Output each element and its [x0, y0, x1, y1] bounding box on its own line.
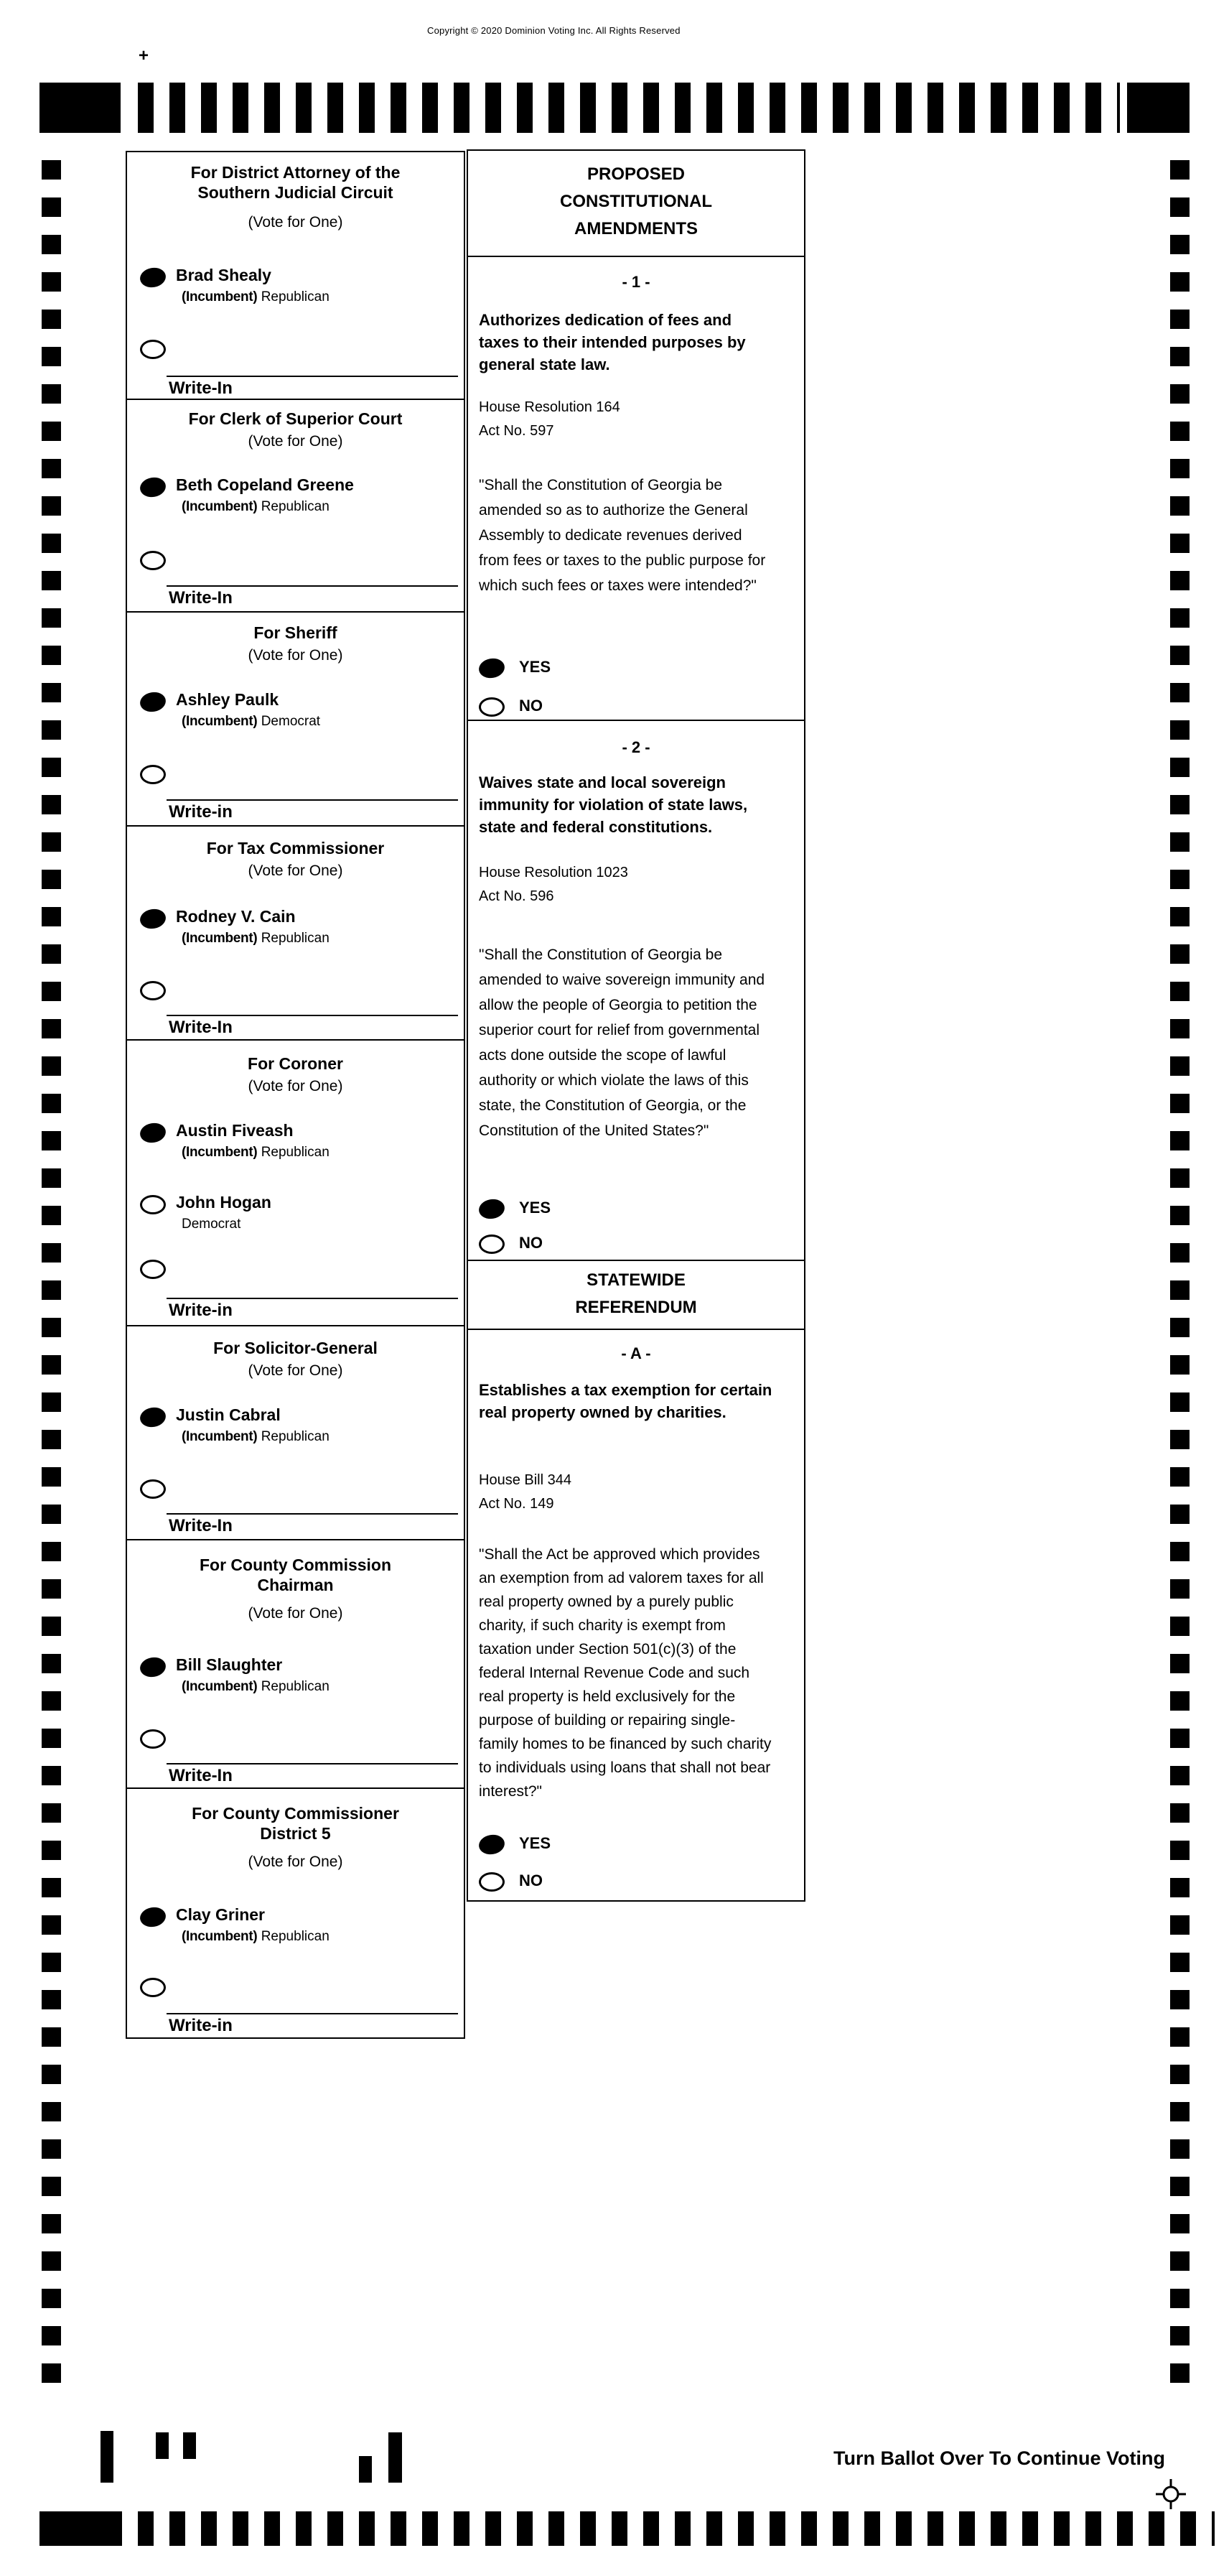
candidate-row [140, 1655, 330, 1695]
contest-title: For County Commissioner District 5 [192, 1804, 399, 1843]
no-label: NO [519, 697, 543, 715]
contest-county-commission-chairman [126, 1539, 465, 1789]
referendum-a [467, 1329, 805, 1902]
candidate-name: John Hogan [176, 1193, 271, 1212]
yes-row [479, 1197, 551, 1219]
contest-title: For Coroner [248, 1054, 343, 1073]
vote-oval-filled[interactable] [139, 1121, 167, 1145]
timing-marks-right-column [1170, 160, 1190, 2386]
vote-oval-filled[interactable] [139, 690, 167, 714]
candidate-name: Justin Cabral [176, 1405, 281, 1424]
candidate-party: (Incumbent) Republican [182, 1145, 330, 1160]
vote-oval-empty[interactable] [140, 551, 166, 570]
registration-crosshair-mark [1154, 2478, 1187, 2511]
measure-question: "Shall the Act be approved which provides an exemption from ad valorem taxes for all real property owned by a purely public charity, if such charity is exempt from taxation under Section 501(c)(3) of the federal Internal Revenue Code and such real property is held exclusively for the purpose of building or repairing single-family homes to be financed by such charity to individuals using loans that shall not bear interest?" [479, 1546, 772, 1800]
candidate-name: Beth Copeland Greene [176, 475, 354, 494]
vote-for-instruction: (Vote for One) [248, 214, 343, 231]
contest-title: For County Commission Chairman [199, 1556, 392, 1594]
vote-oval-empty[interactable] [140, 1195, 166, 1214]
candidate-party: (Incumbent) Republican [182, 1679, 330, 1694]
writein-line[interactable] [167, 2013, 458, 2014]
writein-label: Write-in [169, 2016, 233, 2035]
vote-oval-empty[interactable] [140, 1729, 166, 1749]
contests-column [126, 151, 465, 2039]
candidate-party: (Incumbent) Republican [182, 931, 330, 946]
vote-oval-empty[interactable] [140, 340, 166, 359]
candidate-row [140, 1405, 330, 1445]
writein-label: Write-In [169, 1516, 233, 1535]
measure-question: "Shall the Constitution of Georgia be amended so as to authorize the General Assembly to dedicate revenues derived from fees or taxes to the public purpose for which such fees or taxes were intended?" [479, 477, 766, 594]
yes-label: YES [519, 658, 551, 676]
candidate-party: (Incumbent) Republican [182, 499, 330, 514]
no-label: NO [519, 1871, 543, 1889]
writein-label: Write-In [169, 378, 233, 398]
vote-for-instruction: (Vote for One) [248, 1078, 343, 1094]
writein-option-row [140, 1257, 166, 1279]
amendment-2 [467, 720, 805, 1261]
measure-resolution: House Resolution 1023 [479, 865, 628, 880]
candidate-row [140, 1193, 271, 1232]
vote-oval-filled[interactable] [139, 266, 167, 289]
writein-line[interactable] [167, 1015, 458, 1016]
yes-label: YES [519, 1199, 551, 1217]
turn-ballot-over-text: Turn Ballot Over To Continue Voting [833, 2447, 1165, 2469]
candidate-name: Bill Slaughter [176, 1655, 283, 1674]
proposed-constitutional-amendments-header [467, 149, 805, 257]
barcode-bar [101, 2431, 113, 2483]
measure-act-number: Act No. 149 [479, 1496, 554, 1512]
contest-title: For Tax Commissioner [206, 839, 385, 857]
writein-line[interactable] [167, 1763, 458, 1764]
writein-line[interactable] [167, 1513, 458, 1515]
measure-summary: Establishes a tax exemption for certain real property owned by charities. [479, 1381, 772, 1421]
vote-oval-filled[interactable] [139, 1405, 167, 1429]
vote-for-instruction: (Vote for One) [248, 862, 343, 879]
no-label: NO [519, 1234, 543, 1252]
no-row [479, 1870, 543, 1892]
writein-label: Write-In [169, 1018, 233, 1037]
candidate-name: Austin Fiveash [176, 1121, 294, 1140]
candidate-name: Clay Griner [176, 1905, 265, 1924]
contest-coroner [126, 1039, 465, 1326]
writein-option-row [140, 763, 166, 784]
writein-label: Write-In [169, 588, 233, 608]
writein-label: Write-in [169, 802, 233, 822]
no-row [479, 1232, 543, 1254]
vote-oval-filled[interactable] [139, 1905, 167, 1929]
measure-resolution: House Resolution 164 [479, 399, 620, 415]
section-header: PROPOSED CONSTITUTIONAL AMENDMENTS [560, 164, 712, 238]
contest-title: For District Attorney of the Southern Judicial Circuit [190, 163, 401, 202]
candidate-party: Democrat [182, 1217, 241, 1232]
barcode-bar [359, 2456, 372, 2483]
barcode-number-label: 20 [390, 2440, 402, 2452]
vote-oval-empty[interactable] [140, 1260, 166, 1279]
measure-number: - A - [621, 1344, 651, 1362]
statewide-referendum-header [467, 1260, 805, 1330]
yes-row [479, 1833, 551, 1854]
yes-row [479, 656, 551, 678]
vote-for-instruction: (Vote for One) [248, 1605, 343, 1622]
section-header: STATEWIDE REFERENDUM [575, 1270, 697, 1317]
writein-option-row [140, 338, 166, 359]
vote-for-instruction: (Vote for One) [248, 1854, 343, 1870]
candidate-party: (Incumbent) Republican [182, 289, 330, 304]
writein-line[interactable] [167, 585, 458, 587]
vote-for-instruction: (Vote for One) [248, 433, 343, 450]
measures-column [467, 149, 805, 1902]
timing-block-top-right [1127, 83, 1190, 133]
vote-oval-empty[interactable] [140, 981, 166, 1000]
candidate-row [140, 907, 330, 947]
timing-block-bottom-left [39, 2511, 122, 2546]
contest-title: For Solicitor-General [213, 1339, 378, 1357]
measure-act-number: Act No. 597 [479, 423, 554, 439]
measure-act-number: Act No. 596 [479, 888, 554, 904]
measure-question: "Shall the Constitution of Georgia be amended to waive sovereign immunity and allow the people of Georgia to petition the superior court for relief from governmental acts done outside the scope of lawful authority or which violate the laws of this state, the Constitution of Georgia, or the Constitution of the United States?" [479, 947, 765, 1139]
vote-oval-filled[interactable] [477, 656, 506, 680]
copyright-text: Copyright © 2020 Dominion Voting Inc. All Rights Reserved [427, 25, 681, 36]
candidate-row [140, 1121, 330, 1161]
vote-oval-empty[interactable] [140, 1978, 166, 1997]
writein-option-row [140, 1477, 166, 1499]
contest-clerk-superior-court [126, 399, 465, 613]
timing-marks-left-column [42, 160, 61, 2386]
contest-title: For Sheriff [253, 623, 337, 642]
yes-label: YES [519, 1834, 551, 1852]
contest-tax-commissioner [126, 825, 465, 1041]
measure-bill: House Bill 344 [479, 1472, 571, 1488]
candidate-row [140, 690, 320, 730]
writein-label: Write-in [169, 1301, 233, 1320]
measure-number: - 2 - [622, 738, 650, 756]
vote-oval-filled[interactable] [139, 475, 167, 499]
contest-sheriff [126, 611, 465, 827]
candidate-name: Brad Shealy [176, 266, 271, 284]
writein-option-row [140, 979, 166, 1000]
vote-for-instruction: (Vote for One) [248, 1362, 343, 1379]
vote-for-instruction: (Vote for One) [248, 647, 343, 664]
candidate-row [140, 1905, 330, 1945]
candidate-name: Rodney V. Cain [176, 907, 296, 926]
writein-line[interactable] [167, 1298, 458, 1299]
vote-oval-filled[interactable] [139, 1655, 167, 1679]
vote-oval-empty[interactable] [479, 697, 505, 717]
candidate-party: (Incumbent) Democrat [182, 714, 321, 729]
measure-number: - 1 - [622, 273, 650, 291]
amendment-1 [467, 256, 805, 721]
vote-oval-filled[interactable] [139, 907, 167, 931]
writein-line[interactable] [167, 376, 458, 377]
timing-marks-top-row [138, 83, 1120, 133]
contest-county-commissioner-district-5 [126, 1787, 465, 2039]
vote-oval-empty[interactable] [479, 1234, 505, 1254]
contest-title: For Clerk of Superior Court [188, 409, 403, 428]
measure-summary: Authorizes dedication of fees and taxes to their intended purposes by general state law. [479, 311, 746, 373]
no-row [479, 695, 543, 717]
candidate-party: (Incumbent) Republican [182, 1929, 330, 1944]
candidate-name: Ashley Paulk [176, 690, 279, 709]
candidate-row [140, 266, 330, 305]
barcode-bar [183, 2432, 196, 2459]
vote-oval-empty[interactable] [140, 1479, 166, 1499]
vote-oval-filled[interactable] [477, 1833, 506, 1856]
timing-block-top-left [39, 83, 121, 133]
writein-option-row [140, 1976, 166, 1997]
measure-summary: Waives state and local sovereign immunity for violation of state laws, state and federal constitutions. [479, 773, 748, 836]
writein-label: Write-In [169, 1766, 233, 1785]
writein-option-row [140, 1727, 166, 1749]
vote-oval-empty[interactable] [140, 765, 166, 784]
vote-oval-filled[interactable] [477, 1197, 506, 1221]
writein-line[interactable] [167, 799, 458, 801]
plus-registration-mark: + [139, 46, 149, 65]
timing-marks-bottom-row [138, 2511, 1215, 2546]
contest-district-attorney [126, 151, 465, 400]
candidate-row [140, 475, 354, 515]
writein-option-row [140, 549, 166, 570]
candidate-party: (Incumbent) Republican [182, 1429, 330, 1444]
contest-solicitor-general [126, 1325, 465, 1540]
vote-oval-empty[interactable] [479, 1872, 505, 1892]
barcode-bar [156, 2432, 169, 2459]
